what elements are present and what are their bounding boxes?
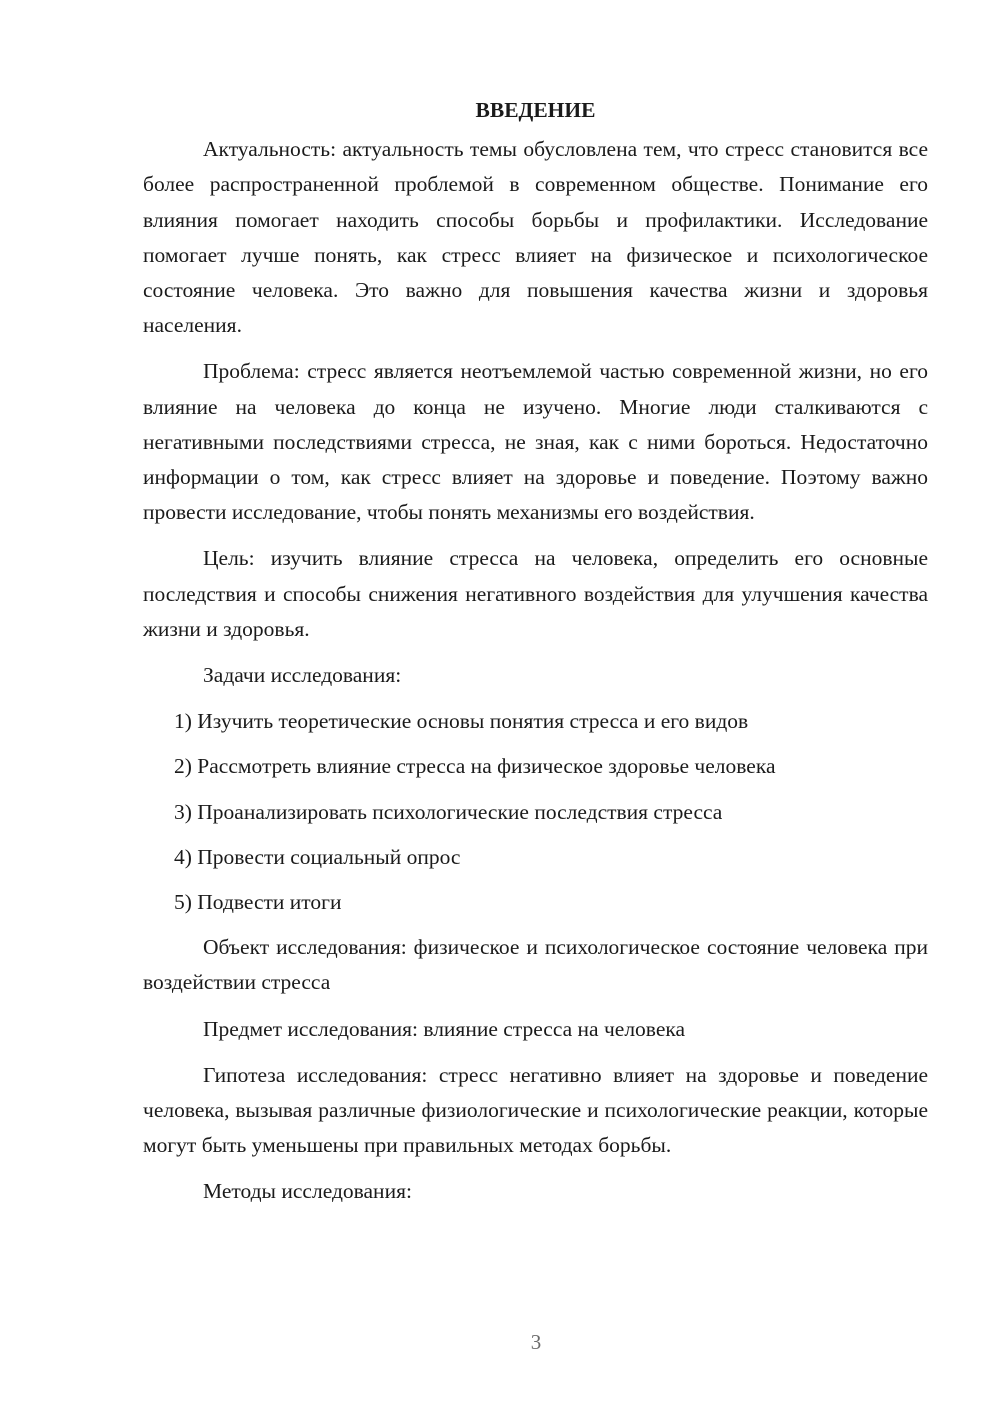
methods-heading: Методы исследования: — [203, 1179, 412, 1204]
paragraph-goal: Цель: изучить влияние стресса на человека, определить его основные последствия и способы снижения негативного воздействия для улучшения качества жизни и здоровья. — [143, 546, 928, 641]
document-page — [143, 93, 928, 1221]
paragraph-hypothesis: Гипотеза исследования: стресс негативно влияет на здоровье и поведение человека, вызывая различные физиологические и психологические реакции, которые могут быть уменьшены при правильных методах борьбы. — [143, 1062, 928, 1158]
paragraph-subject: Предмет исследования: влияние стресса на человека — [203, 1016, 686, 1041]
list-item: 1) Изучить теоретические основы понятия стресса и его видов — [174, 709, 749, 734]
tasks-heading: Задачи исследования: — [203, 663, 402, 688]
paragraph-problem: Проблема: стресс является неотъемлемой частью современной жизни, но его влияние на человека до конца не изучено. Многие люди сталкиваются с негативными последствиями стресса, не зная, как с ними бороться. Недостаточно информации о том, как стресс влияет на здоровье и поведение. Поэтому важно провести исследование, чтобы понять механизмы его воздействия. — [143, 359, 928, 525]
list-item: 3) Проанализировать психологические последствия стресса — [174, 799, 723, 824]
list-item: 5) Подвести итоги — [174, 890, 342, 915]
paragraph-object: Объект исследования: физическое и психологическое состояние человека при воздействии стресса — [143, 935, 928, 995]
section-heading: ВВЕДЕНИЕ — [475, 98, 596, 122]
paragraph-relevance: Актуальность: актуальность темы обусловлена тем, что стресс становится все более распространенной проблемой в современном обществе. Понимание его влияния помогает находить способы борьбы и профилактики. Исследование помогает лучше понять, как стресс влияет на физическое и психологическое состояние человека. Это важно для повышения качества жизни и здоровья населения. — [143, 137, 928, 338]
list-item: 2) Рассмотреть влияние стресса на физическое здоровье человека — [174, 754, 776, 779]
tasks-list — [143, 704, 928, 920]
list-item: 4) Провести социальный опрос — [174, 844, 461, 869]
page-number: 3 — [530, 1330, 542, 1354]
